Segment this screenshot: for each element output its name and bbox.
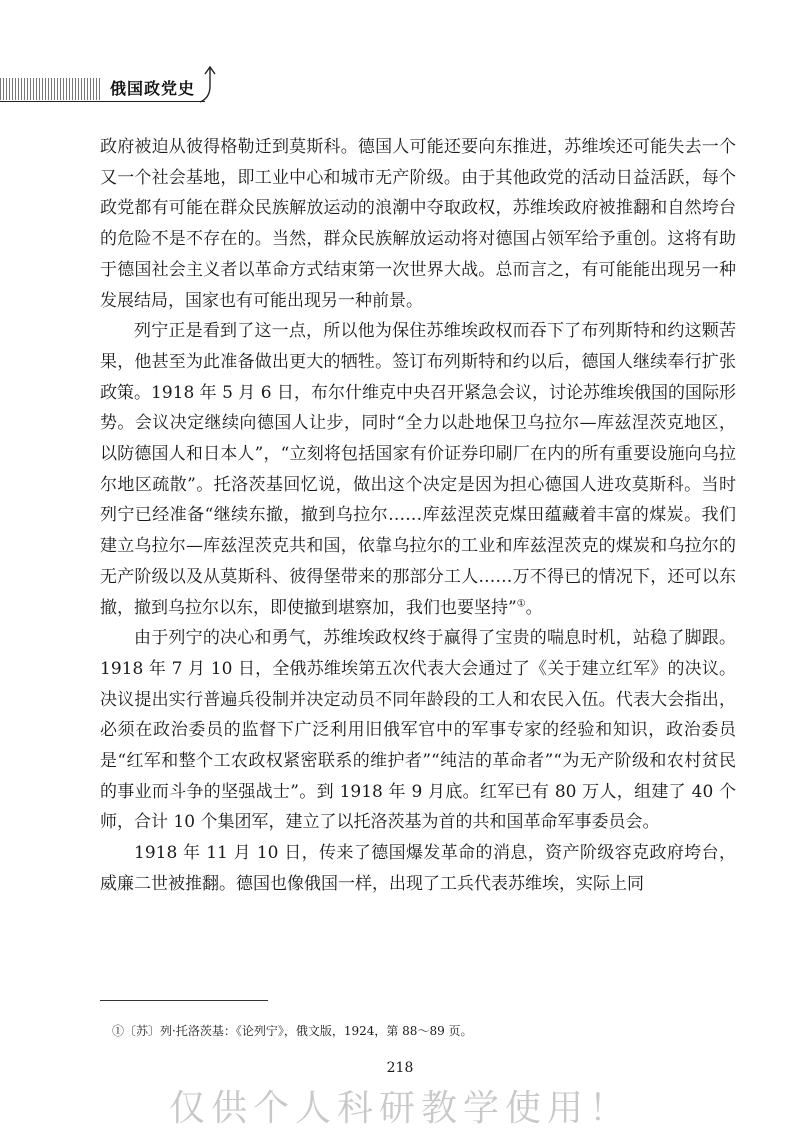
paragraph-3: 由于列宁的决心和勇气，苏维埃政权终于赢得了宝贵的喘息时机，站稳了脚跟。1918 年 7 月 10 日，全俄苏维埃第五次代表大会通过了《关于建立红军》的决议。决议提出实行普遍兵役制并决定动员不同年龄段的工人和农民入伍。代表大会指出，必须在政治委员的监督下广泛利用旧俄军官中的军事专家的经验和知识，政治委员是“红军和整个工农政权紧密联系的维护者”“纯洁的革命者”“为无产阶级和农村贫民的事业而斗争的坚强战士”。到 1918 年 9 月底。红军已有 80 万人，组建了 40 个师，合计 10 个集团军，建立了以托洛茨基为首的共和国革命军事委员会。: [100, 628, 736, 833]
footnote-reference[interactable]: ①: [516, 597, 526, 609]
running-header-title: 俄国政党史: [110, 79, 196, 98]
paragraph-2-end: 。: [525, 597, 543, 618]
header-rule: [0, 101, 205, 102]
page-number: 218: [386, 1060, 414, 1076]
header-arrow-icon: [198, 64, 216, 104]
body-text: [100, 132, 736, 900]
header-hatch-decoration: [0, 78, 100, 100]
paragraph-2-text: 列宁正是看到了这一点，所以他为保住苏维埃政权而吞下了布列斯特和约这颗苦果，他甚至为此准备做出更大的牺牲。签订布列斯特和约以后，德国人继续奉行扩张政策。1918 年 5 月 6 日，布尔什维克中央召开紧急会议，讨论苏维埃俄国的国际形势。会议决定继续向德国人让步，同时“全力以赴地保卫乌拉尔—库兹涅茨克地区，以防德国人和日本人”，“立刻将包括国家有价证券印刷厂在内的所有重要设施向乌拉尔地区疏散”。托洛茨基回忆说，做出这个决定是因为担心德国人进攻莫斯科。当时列宁已经准备“继续东撤，撤到乌拉尔……库兹涅茨克煤田蕴藏着丰富的煤炭。我们建立乌拉尔—库兹涅茨克共和国，依靠乌拉尔的工业和库兹涅茨克的煤炭和乌拉尔的无产阶级以及从莫斯科、彼得堡带来的那部分工人……万不得已的情况下，还可以东撤，撤到乌拉尔以东，即使撤到堪察加，我们也要坚持”: [100, 321, 736, 618]
footnote-rule: [100, 1000, 268, 1001]
paragraph-4: 1918 年 11 月 10 日，传来了德国爆发革命的消息，资产阶级容克政府垮台，威廉二世被推翻。德国也像俄国一样，出现了工兵代表苏维埃，实际上同: [100, 843, 736, 894]
footnote: ①〔苏〕列·托洛茨基：《论列宁》，俄文版，1924，第 88～89 页。: [112, 1024, 473, 1038]
paragraph-2: [100, 316, 736, 623]
watermark: 仅供个人科研教学使用！: [168, 1088, 631, 1129]
paragraph-1: 政府被迫从彼得格勒迁到莫斯科。德国人可能还要向东推进，苏维埃还可能失去一个又一个社会基地，即工业中心和城市无产阶级。由于其他政党的活动日益活跃，每个政党都有可能在群众民族解放运动的浪潮中夺取政权，苏维埃政府被推翻和自然垮台的危险不是不存在的。当然，群众民族解放运动将对德国占领军给予重创。这将有助于德国社会主义者以革命方式结束第一次世界大战。总而言之，有可能能出现另一种发展结局，国家也有可能出现另一种前景。: [100, 137, 736, 311]
